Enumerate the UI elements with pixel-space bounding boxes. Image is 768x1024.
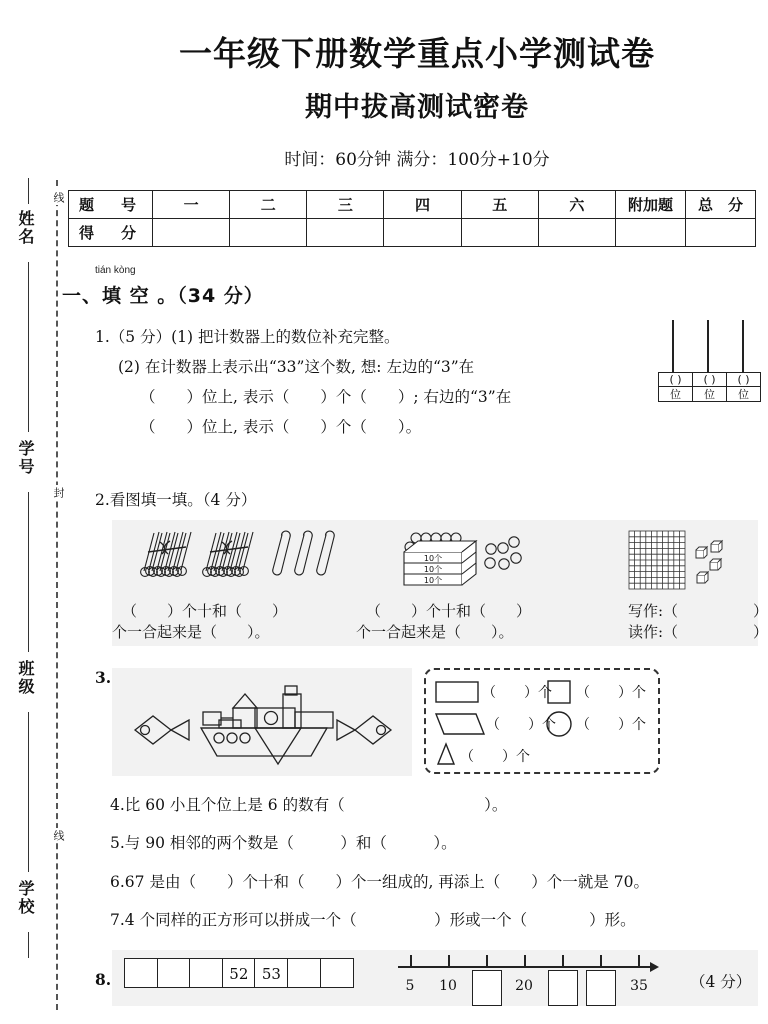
counter-unit-2: 位 bbox=[693, 386, 726, 401]
margin-rule-2 bbox=[28, 262, 29, 432]
margin-rule-3 bbox=[28, 492, 29, 652]
score-col-total: 总 分 bbox=[686, 191, 756, 219]
tens-box-label-2: 10个 bbox=[423, 565, 443, 574]
sequence-cell-6[interactable] bbox=[287, 958, 321, 988]
counting-frame-figure bbox=[658, 320, 762, 401]
question-8-sequence-row bbox=[124, 958, 354, 988]
score-col-3: 三 bbox=[307, 191, 384, 219]
question-8-points: （4 分） bbox=[690, 973, 752, 991]
score-cell-6[interactable] bbox=[538, 219, 615, 247]
seal-char-middle: 封 bbox=[48, 485, 66, 500]
question-2b-caption-line2: 个一合起来是（ ）。 bbox=[356, 623, 514, 641]
question-2b-caption-line1: （ ）个十和（ ） bbox=[366, 602, 532, 620]
sticks-bundles-figure bbox=[140, 527, 340, 589]
number-line-label-4: 20 bbox=[515, 978, 533, 994]
counter-blank-2: ( ) bbox=[703, 373, 716, 386]
counter-unit-1: 位 bbox=[659, 386, 692, 401]
counter-rod-1 bbox=[672, 320, 674, 372]
counter-place-box-2[interactable] bbox=[692, 372, 727, 402]
score-table bbox=[68, 190, 756, 247]
shape-count-parallelogram: （ ）个 bbox=[486, 717, 556, 733]
number-line-blank-box-2[interactable] bbox=[548, 970, 578, 1006]
number-line-label-2: 10 bbox=[439, 978, 457, 994]
margin-rule-4 bbox=[28, 712, 29, 872]
counter-rod-3 bbox=[742, 320, 744, 372]
score-table-row-label-score: 得 分 bbox=[69, 219, 153, 247]
question-4: 4.比 60 小且个位上是 6 的数有（ ）。 bbox=[110, 796, 508, 814]
question-8-number: 8. bbox=[95, 970, 112, 989]
seal-char-top: 线 bbox=[48, 190, 66, 205]
number-line-axis bbox=[398, 966, 652, 968]
score-col-2: 二 bbox=[230, 191, 307, 219]
score-cell-4[interactable] bbox=[384, 219, 461, 247]
counter-unit-3: 位 bbox=[727, 386, 760, 401]
fish-left bbox=[135, 716, 189, 744]
shape-count-circle: （ ）个 bbox=[576, 717, 646, 733]
margin-label-class: 班级 bbox=[16, 660, 35, 696]
number-line-tick-2 bbox=[448, 955, 450, 966]
number-line-blank-box-1[interactable] bbox=[472, 970, 502, 1006]
number-line-tick-1 bbox=[410, 955, 412, 966]
sequence-cell-4[interactable]: 52 bbox=[222, 958, 256, 988]
tens-box-label-1: 10个 bbox=[423, 554, 443, 563]
sequence-cell-5[interactable]: 53 bbox=[254, 958, 288, 988]
rectangle-icon bbox=[436, 682, 478, 702]
counter-rod-2 bbox=[707, 320, 709, 372]
sequence-cell-1[interactable] bbox=[124, 958, 158, 988]
question-2c-caption-line1: 写作:（ ） bbox=[628, 602, 768, 620]
question-3-number: 3. bbox=[95, 668, 112, 687]
margin-label-studentid: 学号 bbox=[16, 440, 35, 476]
table-row-scores bbox=[69, 219, 756, 247]
ship bbox=[201, 686, 333, 764]
tens-box-label-3: 10个 bbox=[423, 576, 443, 585]
margin-label-name: 姓名 bbox=[16, 210, 35, 246]
counter-place-box-3[interactable] bbox=[726, 372, 761, 402]
question-2a-caption-line1: （ ）个十和（ ） bbox=[122, 602, 288, 620]
hundred-flat-figure bbox=[626, 527, 746, 593]
counter-place-box-1[interactable] bbox=[658, 372, 693, 402]
question-1-line-4: （ ）位上, 表示（ ）个（ ）。 bbox=[140, 418, 422, 436]
parallelogram-icon bbox=[436, 714, 484, 734]
number-line-tick-3 bbox=[486, 955, 488, 966]
section-pinyin: tián kòng bbox=[95, 265, 136, 276]
score-cell-5[interactable] bbox=[461, 219, 538, 247]
number-line-tick-6 bbox=[600, 955, 602, 966]
score-col-6: 六 bbox=[538, 191, 615, 219]
score-col-5: 五 bbox=[461, 191, 538, 219]
number-line-tick-7 bbox=[638, 955, 640, 966]
exam-info: 时间：60分钟 满分：100分+10分 bbox=[284, 150, 550, 170]
number-line-tick-5 bbox=[562, 955, 564, 966]
number-line-arrow bbox=[650, 962, 659, 972]
question-6: 6.67 是由（ ）个十和（ ）个一组成的, 再添上（ ）个一就是 70。 bbox=[110, 873, 649, 891]
number-line-label-7: 35 bbox=[630, 978, 648, 994]
question-8-number-line bbox=[398, 966, 660, 1010]
score-col-bonus: 附加题 bbox=[616, 191, 686, 219]
table-row-headers bbox=[69, 191, 756, 219]
tens-box-figure bbox=[400, 527, 530, 589]
page-subtitle: 期中拔高测试密卷 bbox=[305, 92, 529, 123]
sequence-cell-7[interactable] bbox=[320, 958, 354, 988]
shape-count-triangle: （ ）个 bbox=[460, 749, 530, 765]
counter-blank-1: ( ) bbox=[669, 373, 682, 386]
question-1-line-3: （ ）位上, 表示（ ）个（ ）; 右边的“3”在 bbox=[140, 388, 512, 406]
sequence-cell-2[interactable] bbox=[157, 958, 191, 988]
sequence-cell-3[interactable] bbox=[189, 958, 223, 988]
score-col-4: 四 bbox=[384, 191, 461, 219]
number-line-tick-4 bbox=[524, 955, 526, 966]
margin-rule-1 bbox=[28, 178, 29, 204]
question-5: 5.与 90 相邻的两个数是（ ）和（ ）。 bbox=[110, 834, 457, 852]
score-table-row-label-question: 题 号 bbox=[69, 191, 153, 219]
question-2a-caption-line2: 个一合起来是（ ）。 bbox=[112, 623, 270, 641]
question-2-prompt: 2.看图填一填。（4 分） bbox=[95, 491, 257, 509]
score-cell-3[interactable] bbox=[307, 219, 384, 247]
triangle-icon bbox=[438, 744, 454, 764]
question-1-line-1: 1.（5 分）(1) 把计数器上的数位补充完整。 bbox=[95, 328, 400, 346]
score-cell-1[interactable] bbox=[153, 219, 230, 247]
question-7: 7.4 个同样的正方形可以拼成一个（ ）形或一个（ ）形。 bbox=[110, 911, 636, 929]
counter-blank-3: ( ) bbox=[737, 373, 750, 386]
page-title: 一年级下册数学重点小学测试卷 bbox=[179, 34, 655, 73]
margin-label-school: 学校 bbox=[16, 880, 35, 916]
question-1-line-2: (2) 在计数器上表示出“33”这个数, 想: 左边的“3”在 bbox=[118, 358, 475, 376]
seal-dashed-line bbox=[56, 180, 58, 1010]
number-line-label-1: 5 bbox=[405, 978, 415, 994]
ship-and-fish-figure bbox=[115, 672, 411, 772]
score-cell-bonus[interactable] bbox=[616, 219, 686, 247]
fish-right bbox=[337, 716, 391, 744]
margin-rule-5 bbox=[28, 932, 29, 958]
score-col-1: 一 bbox=[153, 191, 230, 219]
score-cell-2[interactable] bbox=[230, 219, 307, 247]
question-2c-caption-line2: 读作:（ ） bbox=[628, 623, 768, 641]
score-cell-total[interactable] bbox=[686, 219, 756, 247]
section-heading-fill-in-blank: 一、填 空 。（34 分） bbox=[62, 285, 264, 307]
number-line-blank-box-3[interactable] bbox=[586, 970, 616, 1006]
left-margin bbox=[0, 0, 78, 1024]
seal-char-bottom: 线 bbox=[48, 828, 66, 843]
shape-count-rectangle: （ ）个 bbox=[482, 685, 552, 701]
shape-count-square: （ ）个 bbox=[576, 685, 646, 701]
